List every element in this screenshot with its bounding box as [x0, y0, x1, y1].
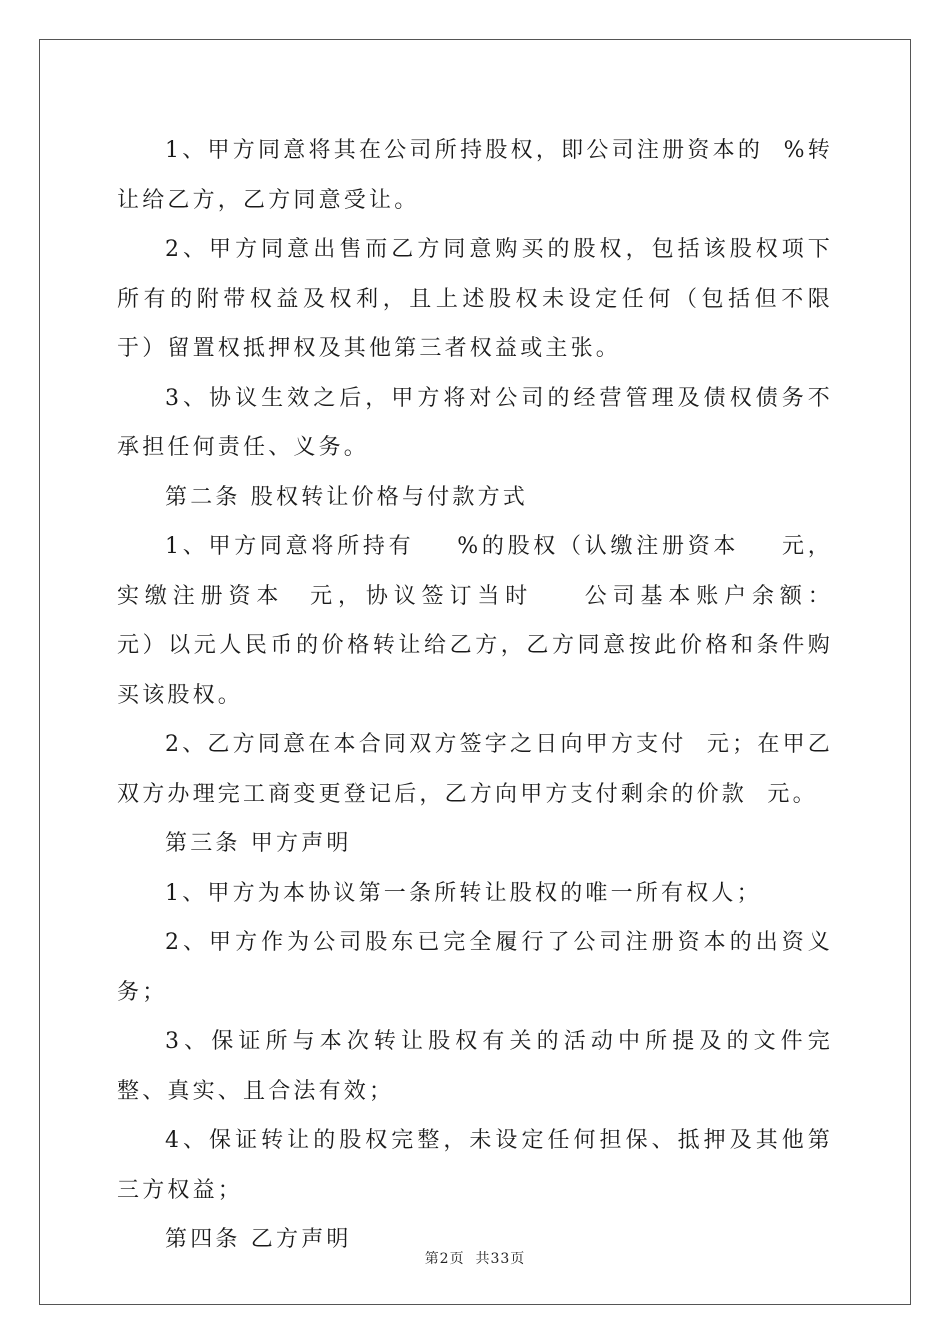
clause-3-1: 1、甲方为本协议第一条所转让股权的唯一所有权人；	[165, 880, 762, 906]
clause-1-2: 2、甲方同意出售而乙方同意购买的股权，包括该股权项下所有的附带权益及权利，且上述股权未设定任何（包括但不限于）留置权抵押权及其他第三者权益或主张。	[117, 237, 833, 361]
page-number-footer: 第2页 共33页	[424, 1251, 526, 1267]
article-3-heading: 第三条 甲方声明	[165, 831, 352, 856]
clause-2-1: 1、甲方同意将所持有 %的股权（认缴注册资本 元，实缴注册资本 元，协议签订当时 公司基本账户余额： 元）以元人民币的价格转让给乙方，乙方同意按此价格和条件购买该股权。	[117, 534, 874, 708]
clause-1-1: 1、甲方同意将其在公司所持股权，即公司注册资本的 %转让给乙方，乙方同意受让。	[117, 138, 833, 213]
clause-3-2: 2、甲方作为公司股东已完全履行了公司注册资本的出资义务；	[117, 930, 833, 1005]
article-2-heading: 第二条 股权转让价格与付款方式	[165, 484, 528, 510]
clause-3-4: 4、保证转让的股权完整，未设定任何担保、抵押及其他第三方权益；	[117, 1128, 833, 1203]
clause-1-3: 3、协议生效之后，甲方将对公司的经营管理及债权债务不承担任何责任、义务。	[117, 385, 833, 460]
document-body	[117, 126, 874, 1265]
clause-3-3: 3、保证所与本次转让股权有关的活动中所提及的文件完整、真实、且合法有效；	[117, 1029, 833, 1104]
article-4-heading: 第四条 乙方声明	[165, 1227, 352, 1252]
clause-2-2: 2、乙方同意在本合同双方签字之日向甲方支付 元；在甲乙双方办理完工商变更登记后，乙方向甲方支付剩余的价款 元。	[117, 732, 833, 807]
